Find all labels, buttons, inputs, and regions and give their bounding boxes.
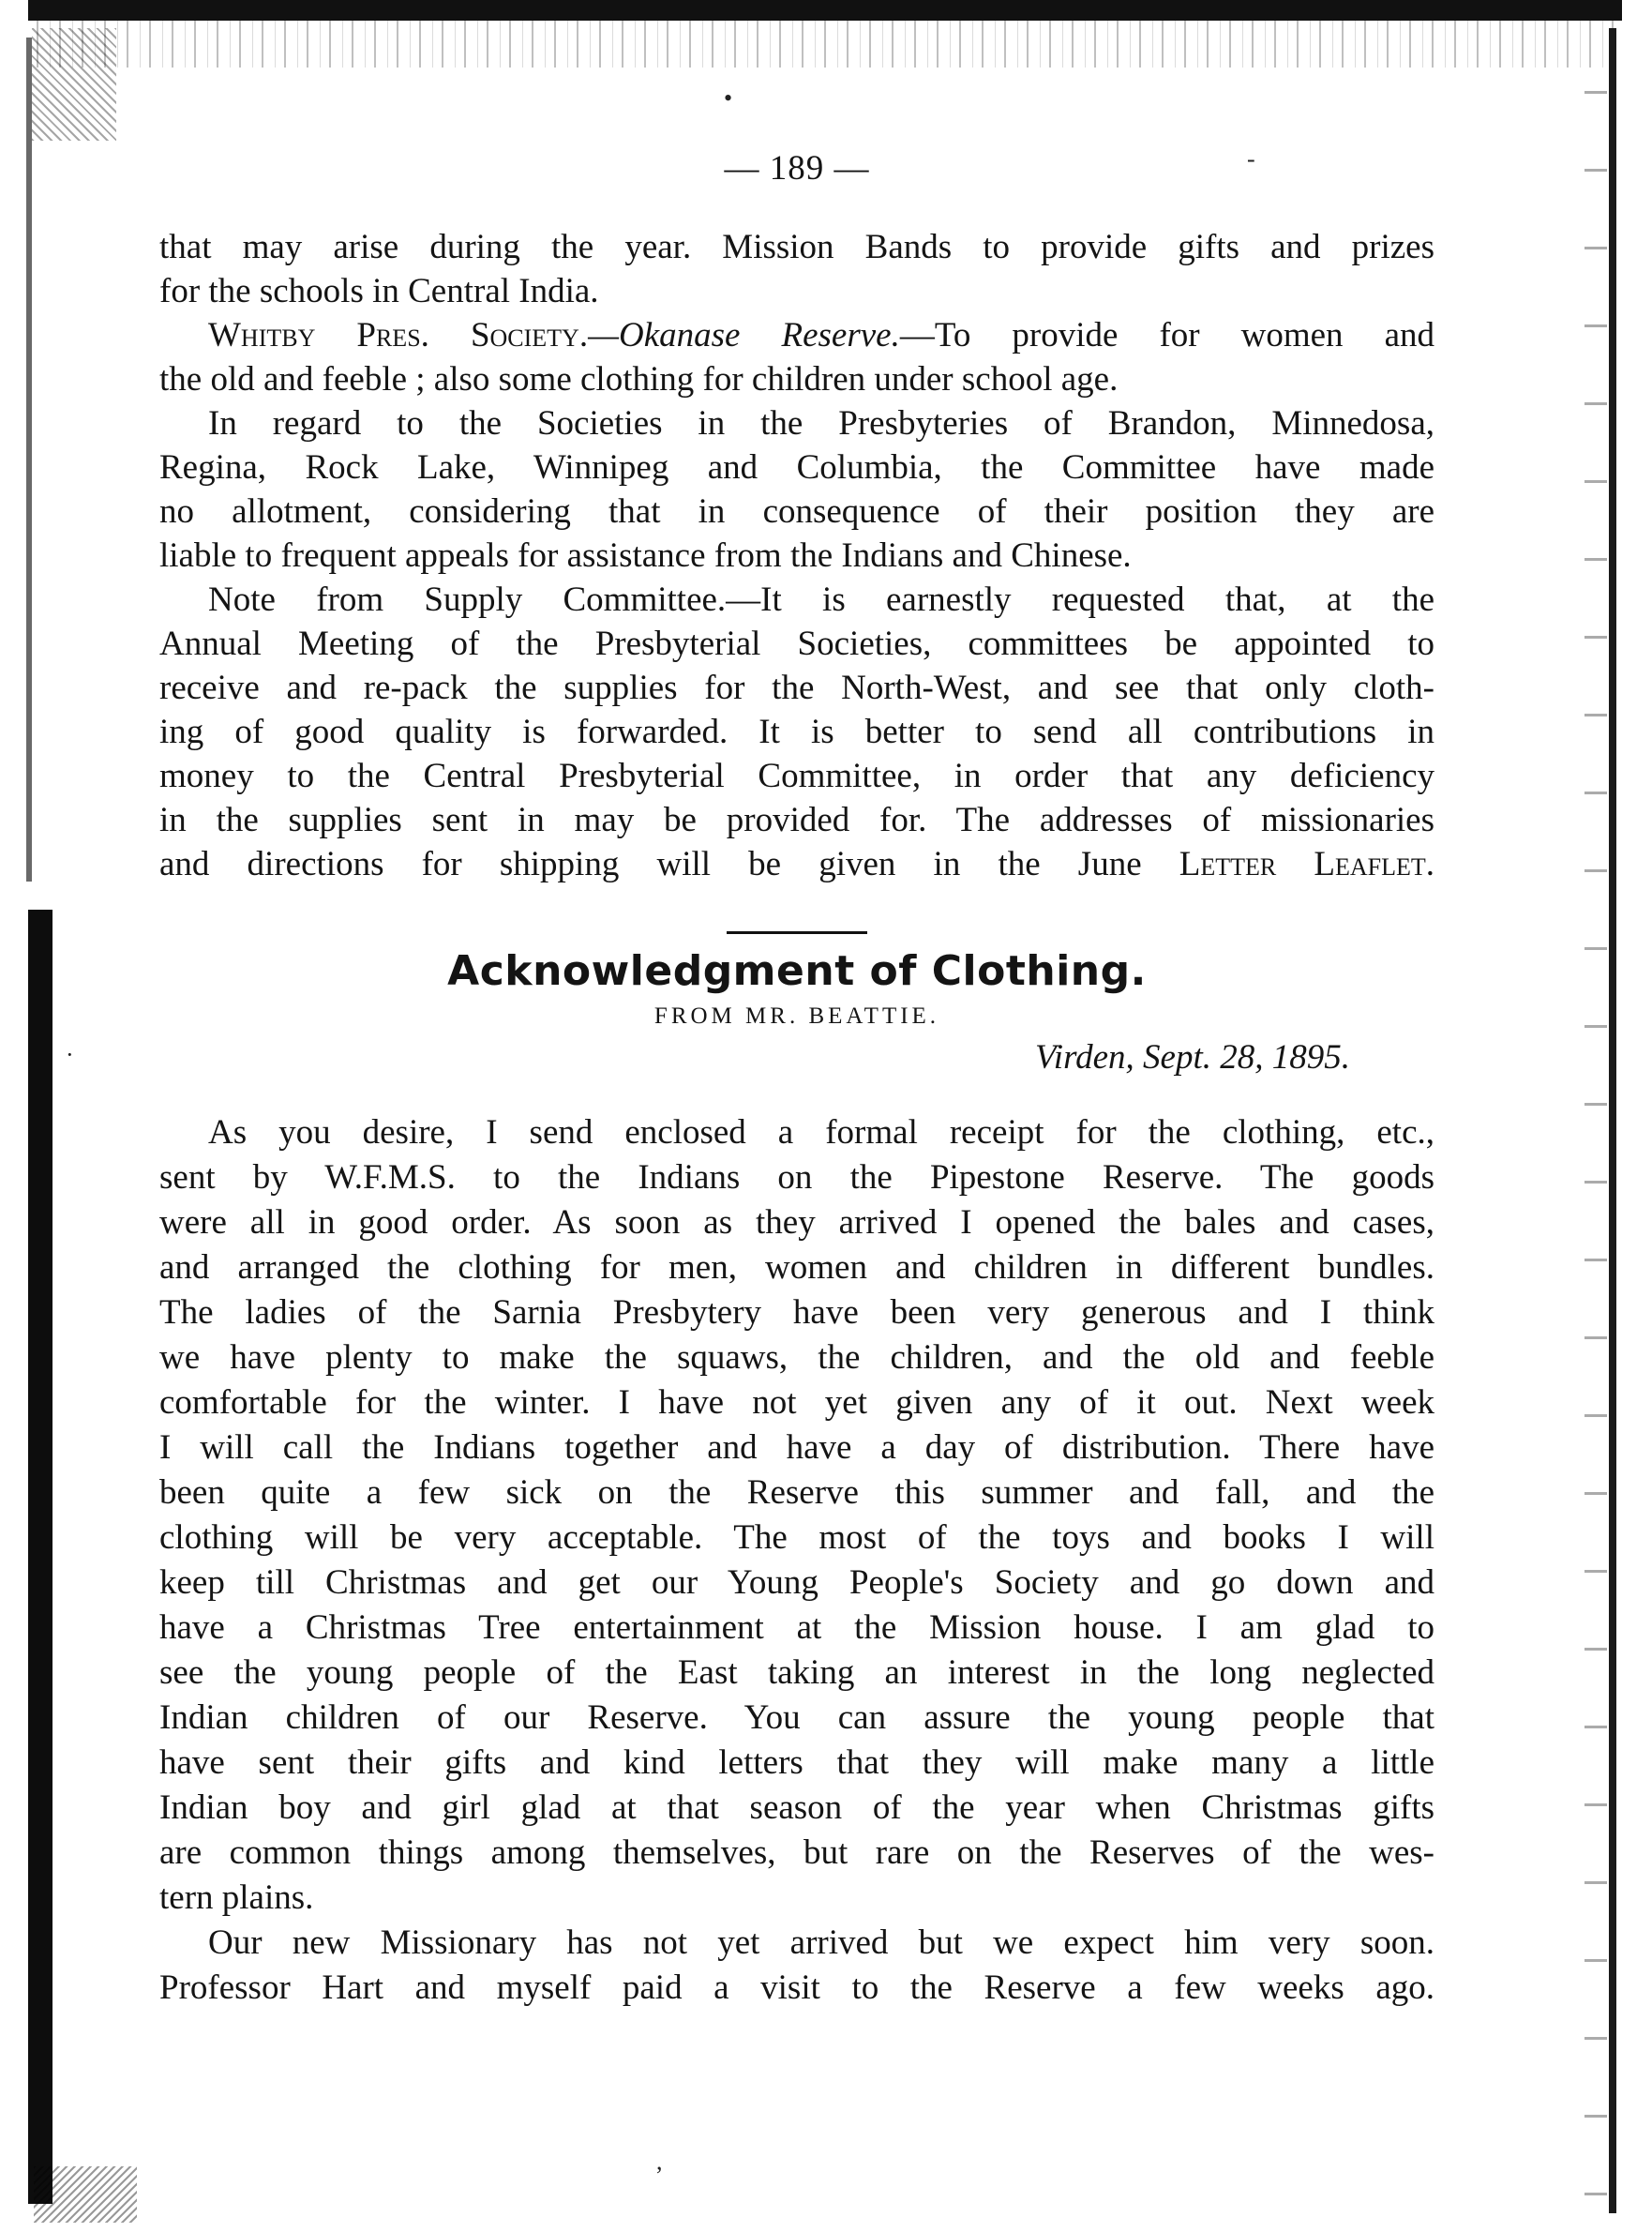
scan-border-top: [28, 0, 1622, 21]
text-line: Note from Supply Committee.—It is earnestly requested that, at the: [208, 581, 1434, 619]
scan-mark: -: [1247, 145, 1255, 173]
text-span: —To provide for women and: [899, 316, 1435, 354]
text-line: [159, 842, 1434, 887]
text-line: Regina, Rock Lake, Winnipeg and Columbia, the Committee have made: [159, 448, 1434, 487]
letter-line: comfortable for the winter. I have not yet given any of it out. Next week: [159, 1383, 1434, 1422]
letter-from: FROM MR. BEATTIE.: [653, 1003, 940, 1029]
letter-line: see the young people of the East taking an interest in the long neglected: [159, 1653, 1434, 1692]
letter-dateline: Virden, Sept. 28, 1895.: [1034, 1038, 1350, 1077]
text-line: in the supplies sent in may be provided for. The addresses of missionaries: [159, 801, 1434, 839]
text-line: Annual Meeting of the Presbyterial Societies, committees be appointed to: [159, 625, 1434, 663]
text-line: the old and feeble ; also some clothing for children under school age.: [159, 360, 1119, 399]
letter-line: clothing will be very acceptable. The most of the toys and books I will: [159, 1518, 1434, 1557]
scan-border-right: [1609, 28, 1616, 2213]
text-line: liable to frequent appeals for assistance from the Indians and Chinese.: [159, 536, 1132, 575]
text-line: money to the Central Presbyterial Committee, in order that any deficiency: [159, 757, 1434, 795]
text-span: and directions for shipping will be given in the June: [159, 845, 1179, 883]
publication-name: Letter Leaflet.: [1179, 845, 1434, 883]
page-number: — 189 —: [724, 149, 870, 188]
letter-line: have a Christmas Tree entertainment at the Mission house. I am glad to: [159, 1608, 1434, 1647]
letter-line: As you desire, I send enclosed a formal receipt for the clothing, etc.,: [208, 1113, 1434, 1152]
section-rule: [727, 931, 867, 934]
letter-line: we have plenty to make the squaws, the children, and the old and feeble: [159, 1338, 1434, 1377]
text-line: for the schools in Central India.: [159, 272, 599, 310]
letter-line: are common things among themselves, but rare on the Reserves of the wes-: [159, 1833, 1434, 1872]
letter-line: keep till Christmas and get our Young People's Society and go down and: [159, 1563, 1434, 1602]
scan-mark: ·: [66, 1041, 74, 1068]
text-line: no allotment, considering that in consequence of their position they are: [159, 492, 1434, 531]
letter-line: have sent their gifts and kind letters that they will make many a little: [159, 1743, 1434, 1782]
scan-mark: ,: [656, 2148, 663, 2175]
letter-line: sent by W.F.M.S. to the Indians on the Pipestone Reserve. The goods: [159, 1158, 1434, 1197]
text-line: ing of good quality is forwarded. It is better to send all contributions in: [159, 713, 1434, 751]
letter-line: I will call the Indians together and have a day of distribution. There have: [159, 1428, 1434, 1467]
section-heading: Acknowledgment of Clothing.: [447, 947, 1147, 995]
letter-line: The ladies of the Sarnia Presbytery have been very generous and I think: [159, 1293, 1434, 1332]
letter-line: Professor Hart and myself paid a visit to the Reserve a few weeks ago.: [159, 1968, 1434, 2007]
letter-line: Indian children of our Reserve. You can assure the young people that: [159, 1698, 1434, 1737]
text-line: that may arise during the year. Mission Bands to provide gifts and prizes: [159, 228, 1434, 266]
reserve-name: —Okanase Reserve.: [588, 316, 900, 354]
scan-noise-top: [28, 21, 1622, 68]
letter-line: been quite a few sick on the Reserve this summer and fall, and the: [159, 1473, 1434, 1512]
letter-line: Our new Missionary has not yet arrived but we expect him very soon.: [208, 1923, 1434, 1962]
scan-mark: •: [724, 84, 733, 112]
scan-border-left-thin: [26, 38, 32, 882]
text-line: In regard to the Societies in the Presbyteries of Brandon, Minnedosa,: [208, 404, 1434, 443]
letter-line: and arranged the clothing for men, women and children in different bundles.: [159, 1248, 1434, 1287]
letter-line: tern plains.: [159, 1878, 314, 1917]
letter-line: were all in good order. As soon as they arrived I opened the bales and cases,: [159, 1203, 1434, 1242]
scan-border-left: [28, 910, 53, 2204]
text-line: receive and re-pack the supplies for the North-West, and see that only cloth-: [159, 669, 1434, 707]
scan-noise-bottom: [34, 2166, 137, 2223]
society-name: Whitby Pres. Society.: [208, 316, 589, 354]
text-line: [159, 313, 1434, 358]
scan-noise-right: [1584, 56, 1607, 2213]
letter-line: Indian boy and girl glad at that season of the year when Christmas gifts: [159, 1788, 1434, 1827]
scan-noise-corner: [32, 28, 116, 141]
